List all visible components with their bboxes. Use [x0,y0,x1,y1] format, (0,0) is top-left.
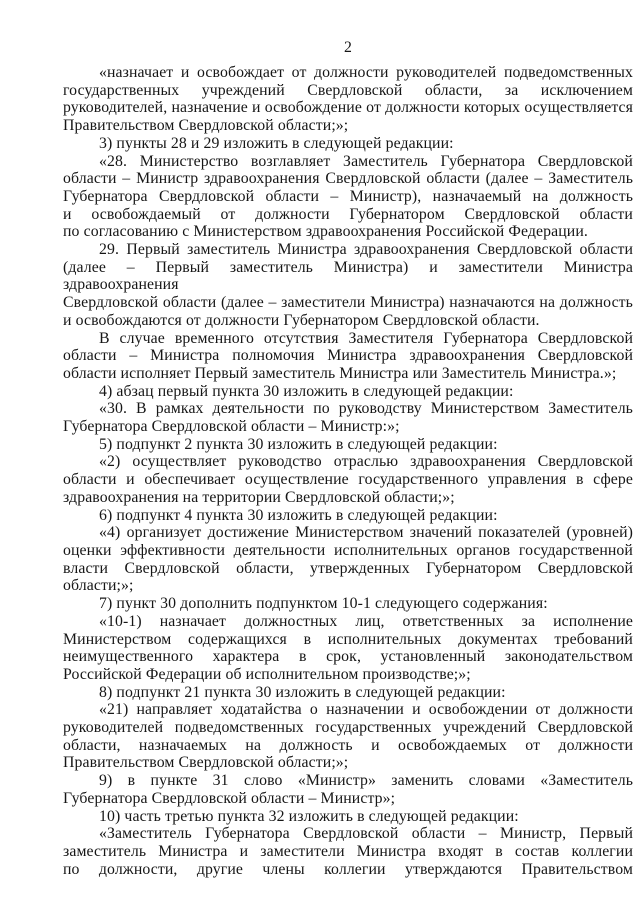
text-line: 10) часть третью пункта 32 изложить в следующей редакции: [99,807,519,825]
text-line: Губернатора Свердловской области – Министр), назначаемый на должность [63,187,633,205]
text-line: области исполняет Первый заместитель Министра или Заместитель Министра.»; [63,364,617,382]
text-line: Правительством Свердловской области;»; [63,117,349,135]
paragraph [63,383,633,401]
text-line: 4) абзац первый пункта 30 изложить в следующей редакции: [99,382,514,400]
text-line: 5) подпункт 2 пункта 30 изложить в следующей редакции: [99,435,498,453]
text-line: по согласованию с Министерством здравоохранения Российской Федерации. [63,223,588,241]
text-line: области – Министр здравоохранения Свердловской области (далее – Заместитель [63,170,633,188]
paragraph [63,400,633,435]
paragraph [63,64,633,135]
paragraph [63,436,633,454]
text-line: здравоохранения на территории Свердловской области;»; [63,488,455,506]
text-line: и освобождаются от должности Губернатором Свердловской области. [63,311,540,329]
document-body [63,64,633,878]
paragraph [63,241,633,330]
text-line: области, назначаемых на должность и освобождаемых от должности [63,736,633,754]
text-line: по должности, другие члены коллегии утверждаются Правительством [63,860,633,878]
text-line: оценки эффективности деятельности исполнительных органов государственной [63,541,633,559]
text-line: 8) подпункт 21 пункта 30 изложить в следующей редакции: [99,683,506,701]
text-line: области – Министра полномочия Министра здравоохранения Свердловской [63,347,633,365]
text-line: «назначает и освобождает от должности руководителей подведомственных [99,64,633,81]
text-line: области и обеспечивает осуществление государственного управления в сфере [63,471,633,489]
text-line: 7) пункт 30 дополнить подпунктом 10-1 следующего содержания: [99,595,548,613]
text-line: руководителей, назначение и освобождение от должности которых осуществляется [63,99,633,117]
paragraph [63,772,633,807]
text-line: «Заместитель Губернатора Свердловской области – Министр, Первый [99,825,633,843]
text-line: «4) организует достижение Министерством значений показателей (уровней) [99,524,633,542]
paragraph [63,595,633,613]
paragraph [63,153,633,242]
text-line: В случае временного отсутствия Заместителя Губернатора Свердловской [99,329,633,347]
paragraph [63,135,633,153]
text-line: «30. В рамках деятельности по руководству Министерством Заместитель [99,400,633,418]
text-line: Свердловской области (далее – заместители Министра) назначаются на должность [63,294,633,312]
text-line: «28. Министерство возглавляет Заместитель Губернатора Свердловской [99,152,633,170]
text-line: «2) осуществляет руководство отраслью здравоохранения Свердловской [99,453,633,471]
text-line: Российской Федерации об исполнительном производстве;»; [63,665,471,683]
paragraph [63,524,633,595]
text-line: государственных учреждений Свердловской области, за исключением [63,81,633,99]
paragraph [63,825,633,878]
text-line: (далее – Первый заместитель Министра) и заместители Министра здравоохранения [63,258,633,294]
text-line: власти Свердловской области, утвержденных Губернатором Свердловской [63,559,633,577]
paragraph [63,330,633,383]
text-line: Министерством содержащихся в исполнительных документах требований [63,630,633,648]
text-line: руководителей подведомственных государственных учреждений Свердловской [63,719,633,737]
text-line: Правительством Свердловской области;»; [63,754,349,772]
text-line: Губернатора Свердловской области – Министр:»; [63,418,400,436]
document-page [63,39,633,878]
text-line: 29. Первый заместитель Министра здравоохранения Свердловской области [99,241,633,259]
paragraph [63,613,633,684]
text-line: и освобождаемый от должности Губернатором Свердловской области [63,205,633,223]
text-line: неимущественного характера в срок, установленный законодательством [63,648,633,666]
text-line: заместитель Министра и заместители Министра входят в состав коллегии [63,842,633,860]
text-line: области;»; [63,577,134,595]
text-line: 9) в пункте 31 слово «Министр» заменить словами «Заместитель [99,772,633,790]
paragraph [63,701,633,772]
paragraph [63,507,633,525]
text-line: «10-1) назначает должностных лиц, ответственных за исполнение [99,612,633,630]
paragraph [63,684,633,702]
text-line: 3) пункты 28 и 29 изложить в следующей редакции: [99,134,454,152]
page-number: 2 [344,39,352,56]
text-line: 6) подпункт 4 пункта 30 изложить в следующей редакции: [99,506,498,524]
paragraph [63,808,633,826]
text-line: Губернатора Свердловской области – Министр»; [63,789,396,807]
paragraph [63,453,633,506]
text-line: «21) направляет ходатайства о назначении и освобождении от должности [99,701,633,719]
